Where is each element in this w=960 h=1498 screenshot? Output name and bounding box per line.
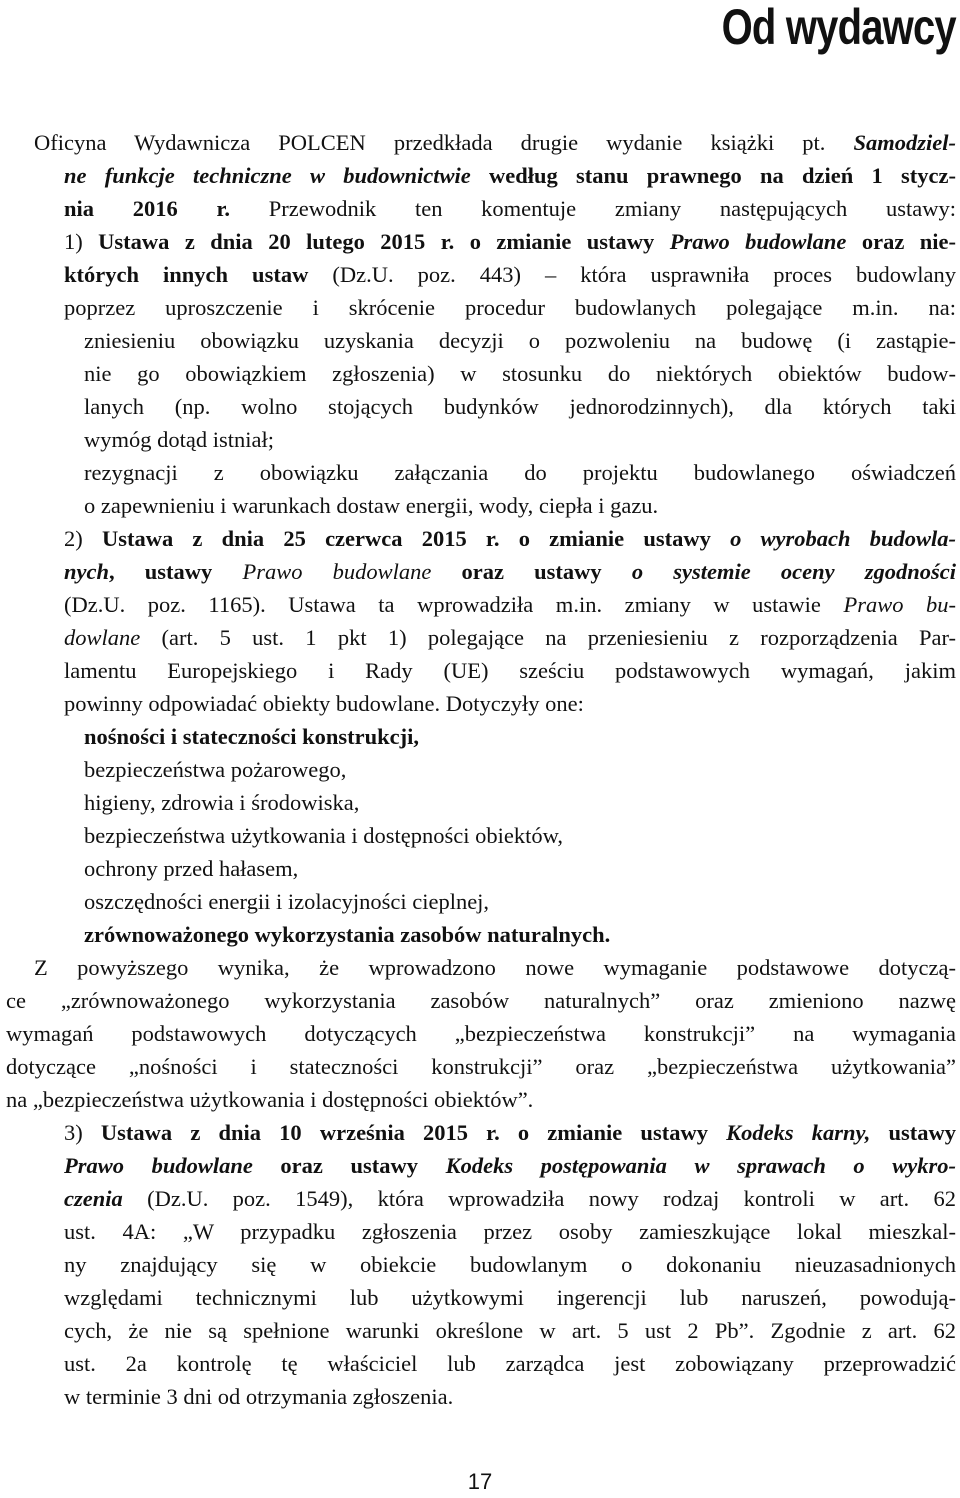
- text-run: , ustawy: [109, 559, 243, 584]
- text-line: [6, 1083, 956, 1116]
- text-line: [64, 1215, 956, 1248]
- text-run: w terminie 3 dni od otrzymania zgłoszenia.: [64, 1384, 454, 1409]
- text-run: (Dz.U. poz. 1549), która wprowadziła nowy rodzaj kontroli w art. 62: [122, 1186, 956, 1211]
- text-line: [64, 588, 956, 621]
- text-run: Przewodnik ten komentuje zmiany następujących ustawy:: [230, 196, 956, 221]
- text-line: [34, 951, 956, 984]
- text-run: Prawo bu-: [843, 592, 956, 617]
- text-run: rezygnacji z obowiązku załączania do projektu budowlanego oświadczeń: [84, 460, 956, 485]
- bullet-item: [84, 819, 956, 852]
- text-run: oraz ustawy: [431, 559, 632, 584]
- text-run: Ustawa z dnia 20 lutego 2015 r. o zmianie ustawy: [98, 229, 670, 254]
- text-run: bezpieczeństwa użytkowania i dostępności obiektów,: [84, 823, 564, 848]
- text-line: [64, 291, 956, 324]
- text-run: dotyczące „nośności i stateczności konstrukcji” oraz „bezpieczeństwa użytkowania”: [6, 1054, 956, 1079]
- text-run: dowlane: [64, 625, 141, 650]
- text-run: 1): [64, 229, 99, 254]
- text-line: [84, 390, 956, 423]
- text-run: Z powyższego wynika, że wprowadzono nowe wymaganie podstawowe dotyczą-: [34, 955, 956, 980]
- text-run: (art. 5 ust. 1 pkt 1) polegające na przeniesieniu z rozporządzenia Par-: [140, 625, 956, 650]
- text-run: 2): [64, 526, 102, 551]
- text-run: (Dz.U. poz. 1165). Ustawa ta wprowadziła m.in. zmiany w ustawie: [64, 592, 844, 617]
- text-run: według stanu prawnego na dzień 1 stycz-: [470, 163, 956, 188]
- text-line: [84, 489, 956, 522]
- page-number: 17: [467, 1469, 493, 1494]
- text-run: lamentu Europejskiego i Rady (UE) sześciu podstawowych wymagań, jakim: [64, 658, 956, 683]
- text-run: nia 2016 r.: [64, 196, 231, 221]
- text-run: czenia: [64, 1186, 123, 1211]
- text-line: [64, 225, 956, 258]
- text-run: Oficyna Wydawnicza POLCEN przedkłada drugie wydanie książki pt.: [34, 130, 854, 155]
- text-line: [64, 192, 956, 225]
- text-run: o wyrobach budowla-: [730, 526, 956, 551]
- text-run: na „bezpieczeństwa użytkowania i dostępności obiektów”.: [6, 1087, 534, 1112]
- text-line: [84, 423, 956, 456]
- text-run: 3): [64, 1120, 101, 1145]
- text-line: [6, 1017, 956, 1050]
- text-run: ne funkcje techniczne w budownictwie: [64, 163, 471, 188]
- text-line: [6, 1050, 956, 1083]
- text-line: [64, 654, 956, 687]
- text-run: higieny, zdrowia i środowiska,: [84, 790, 360, 815]
- text-line: [64, 1182, 956, 1215]
- text-run: Prawo budowlane: [242, 559, 432, 584]
- text-line: [64, 159, 956, 192]
- bullet-item: [84, 753, 956, 786]
- text-line: [64, 1149, 956, 1182]
- text-line: [34, 126, 956, 159]
- text-line: [64, 621, 956, 654]
- text-run: Samodziel-: [853, 130, 956, 155]
- bullet-item: [84, 918, 956, 951]
- text-run: których innych ustaw: [64, 262, 309, 287]
- bullet-item: [84, 324, 956, 357]
- text-run: ny znajdujący się w obiekcie budowlanym o dokonaniu nieuzasadnionych: [64, 1252, 956, 1277]
- bullet-item: [84, 720, 956, 753]
- text-line: [64, 555, 956, 588]
- text-run: Prawo budowlane: [669, 229, 847, 254]
- text-line: [64, 1116, 956, 1149]
- text-run: lanych (np. wolno stojących budynków jednorodzinnych), dla których taki: [84, 394, 956, 419]
- text-run: ochrony przed hałasem,: [84, 856, 299, 881]
- text-run: powinny odpowiadać obiekty budowlane. Dotyczyły one:: [64, 691, 584, 716]
- text-line: [64, 1380, 956, 1413]
- text-run: ce „zrównoważonego wykorzystania zasobów naturalnych” oraz zmieniono nazwę: [6, 988, 956, 1013]
- text-run: Ustawa z dnia 25 czerwca 2015 r. o zmianie ustawy: [101, 526, 731, 551]
- bullet-item: [84, 885, 956, 918]
- bullet-item: [84, 786, 956, 819]
- text-line: [64, 687, 956, 720]
- text-run: o systemie oceny zgodności: [631, 559, 956, 584]
- text-line: [64, 1314, 956, 1347]
- text-line: [6, 984, 956, 1017]
- text-run: nie go obowiązkiem zgłoszenia) w stosunku do niektórych obiektów budow-: [84, 361, 956, 386]
- text-run: nośności i stateczności konstrukcji,: [84, 724, 420, 749]
- text-run: oraz nie-: [846, 229, 956, 254]
- text-run: Kodeks postępowania w sprawach o wykro-: [445, 1153, 956, 1178]
- text-line: [64, 522, 956, 555]
- text-run: względami technicznymi lub użytkowymi ingerencji lub naruszeń, powodują-: [64, 1285, 956, 1310]
- text-run: o zapewnieniu i warunkach dostaw energii, wody, ciepła i gazu.: [84, 493, 659, 518]
- text-line: [64, 1281, 956, 1314]
- text-run: bezpieczeństwa pożarowego,: [84, 757, 347, 782]
- text-run: wymagań podstawowych dotyczących „bezpieczeństwa konstrukcji” na wymagania: [6, 1021, 956, 1046]
- text-run: ustawy: [870, 1120, 956, 1145]
- bullet-item: [84, 456, 956, 489]
- text-line: [64, 258, 956, 291]
- text-line: [64, 1248, 956, 1281]
- text-run: poprzez uproszczenie i skrócenie procedur budowlanych polegające m.in. na:: [64, 295, 956, 320]
- text-run: oraz ustawy: [252, 1153, 446, 1178]
- text-run: (Dz.U. poz. 443) – która usprawniła proces budowlany: [308, 262, 956, 287]
- text-run: ust. 2a kontrolę tę właściciel lub zarządca jest zobowiązany przeprowadzić: [64, 1351, 956, 1376]
- text-run: cych, że nie są spełnione warunki określone w art. 5 ust 2 Pb”. Zgodnie z art. 62: [64, 1318, 956, 1343]
- text-run: zniesieniu obowiązku uzyskania decyzji o pozwoleniu na budowę (i zastąpie-: [84, 328, 956, 353]
- bullet-item: [84, 852, 956, 885]
- text-run: Prawo budowlane: [64, 1153, 253, 1178]
- text-run: ust. 4A: „W przypadku zgłoszenia przez osoby zamieszkujące lokal mieszkal-: [64, 1219, 956, 1244]
- text-run: zrównoważonego wykorzystania zasobów naturalnych.: [84, 922, 611, 947]
- text-line: [84, 357, 956, 390]
- page-title: Od wydawcy: [721, 0, 956, 55]
- text-run: Ustawa z dnia 10 września 2015 r. o zmianie ustawy: [100, 1120, 727, 1145]
- document-body: [0, 126, 960, 1413]
- text-run: wymóg dotąd istniał;: [84, 427, 274, 452]
- text-run: Kodeks karny,: [726, 1120, 871, 1145]
- text-run: nych: [64, 559, 109, 584]
- text-line: [64, 1347, 956, 1380]
- text-run: oszczędności energii i izolacyjności cieplnej,: [84, 889, 490, 914]
